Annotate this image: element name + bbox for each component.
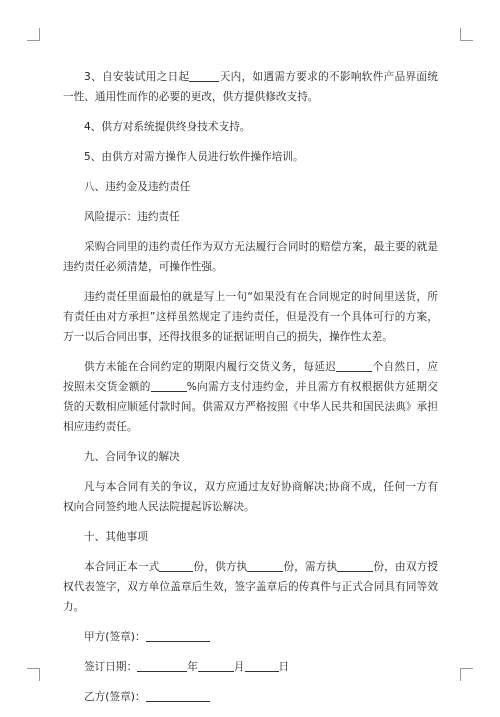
- trial-days-blank: [189, 69, 219, 82]
- section-10-heading: 十、其他事项: [84, 531, 148, 543]
- signing-date-line: [63, 657, 438, 677]
- year-label: 年: [187, 661, 198, 673]
- signing-year-blank: [137, 659, 187, 672]
- party-b-signature-blank: [146, 689, 210, 702]
- section-10-paragraph: [63, 557, 438, 617]
- copies-total-blank: [159, 559, 193, 572]
- section-10-text-a: 本合同正本一式: [84, 561, 160, 573]
- party-a-signature-blank: [146, 629, 210, 642]
- clause-item-3-text-b: 天内，如遇需方要求的不影响软件产品界面统一性、通用性而作的必要的更改，供方提供修改支持。: [63, 71, 438, 103]
- party-a-signature-line: [63, 627, 438, 647]
- section-10-text-c: 份，需方执: [283, 561, 338, 573]
- penalty-percent-blank: [151, 379, 187, 392]
- copies-supplier-blank: [247, 559, 283, 572]
- clause-item-5: 5、由供方对需方操作人员进行软件操作培训。: [84, 151, 304, 163]
- section-8-paragraph-3-text-b: 个自然日，应按照未交货金额的: [63, 361, 438, 393]
- crop-mark-top-right: [460, 28, 473, 41]
- section-8-heading: 八、违约金及违约责任: [84, 181, 191, 193]
- delay-days-blank: [336, 359, 372, 372]
- section-8-paragraph-1: 采购合同里的违约责任作为双方无法履行合同时的赔偿方案，最主要的就是违约责任必须清楚，可操作性强。: [63, 241, 438, 273]
- clause-item-3-text-a: 3、自安装试用之日起: [84, 71, 190, 83]
- copies-buyer-blank: [337, 559, 373, 572]
- section-8-paragraph-3-text-c: %向需方支付违约金，并且需方有权根据供方延期交货的天数相应顺延付款时间。供需双方严格按照《中华人民共和国民法典》承担相应违约责任。: [63, 381, 438, 433]
- document-body: [63, 67, 438, 717]
- party-a-label: 甲方(签章)：: [84, 631, 146, 643]
- signing-day-blank: [245, 659, 279, 672]
- crop-mark-top-left: [27, 28, 40, 41]
- month-label: 月: [233, 661, 245, 673]
- section-10-text-d: 份，由双方授权代表签字，双方单位盖章后生效，签字盖章后的传真件与正式合同具有同等效力。: [63, 561, 438, 613]
- signing-month-blank: [198, 659, 234, 672]
- signing-date-label: 签订日期：: [84, 661, 138, 673]
- party-b-signature-line: [63, 687, 438, 707]
- section-9-paragraph: 凡与本合同有关的争议，双方应通过友好协商解决;协商不成，任何一方有权向合同签约地人民法院提起诉讼解决。: [63, 481, 438, 513]
- party-b-label: 乙方(签章)：: [84, 691, 146, 703]
- crop-mark-bottom-right: [460, 668, 473, 681]
- risk-note: 风险提示：违约责任: [84, 211, 180, 223]
- clause-item-3: [63, 67, 438, 107]
- section-8-paragraph-3-text-a: 供方未能在合同约定的期限内履行交货义务，每延迟: [84, 361, 337, 373]
- section-9-heading: 九、合同争议的解决: [84, 451, 180, 463]
- day-label: 日: [278, 661, 290, 673]
- clause-item-4: 4、供方对系统提供终身技术支持。: [84, 121, 251, 133]
- section-10-text-b: 份，供方执: [193, 561, 248, 573]
- crop-mark-bottom-left: [27, 668, 40, 681]
- section-8-paragraph-3: [63, 357, 438, 437]
- section-8-paragraph-2: 违约责任里面最怕的就是写上一句“如果没有在合同规定的时间里送货，所有责任由对方承担”这样虽然规定了违约责任，但是没有一个具体可行的方案，万一以后合同出事，还得找很多的证据证明自己的损失，操作性太差。: [63, 291, 438, 343]
